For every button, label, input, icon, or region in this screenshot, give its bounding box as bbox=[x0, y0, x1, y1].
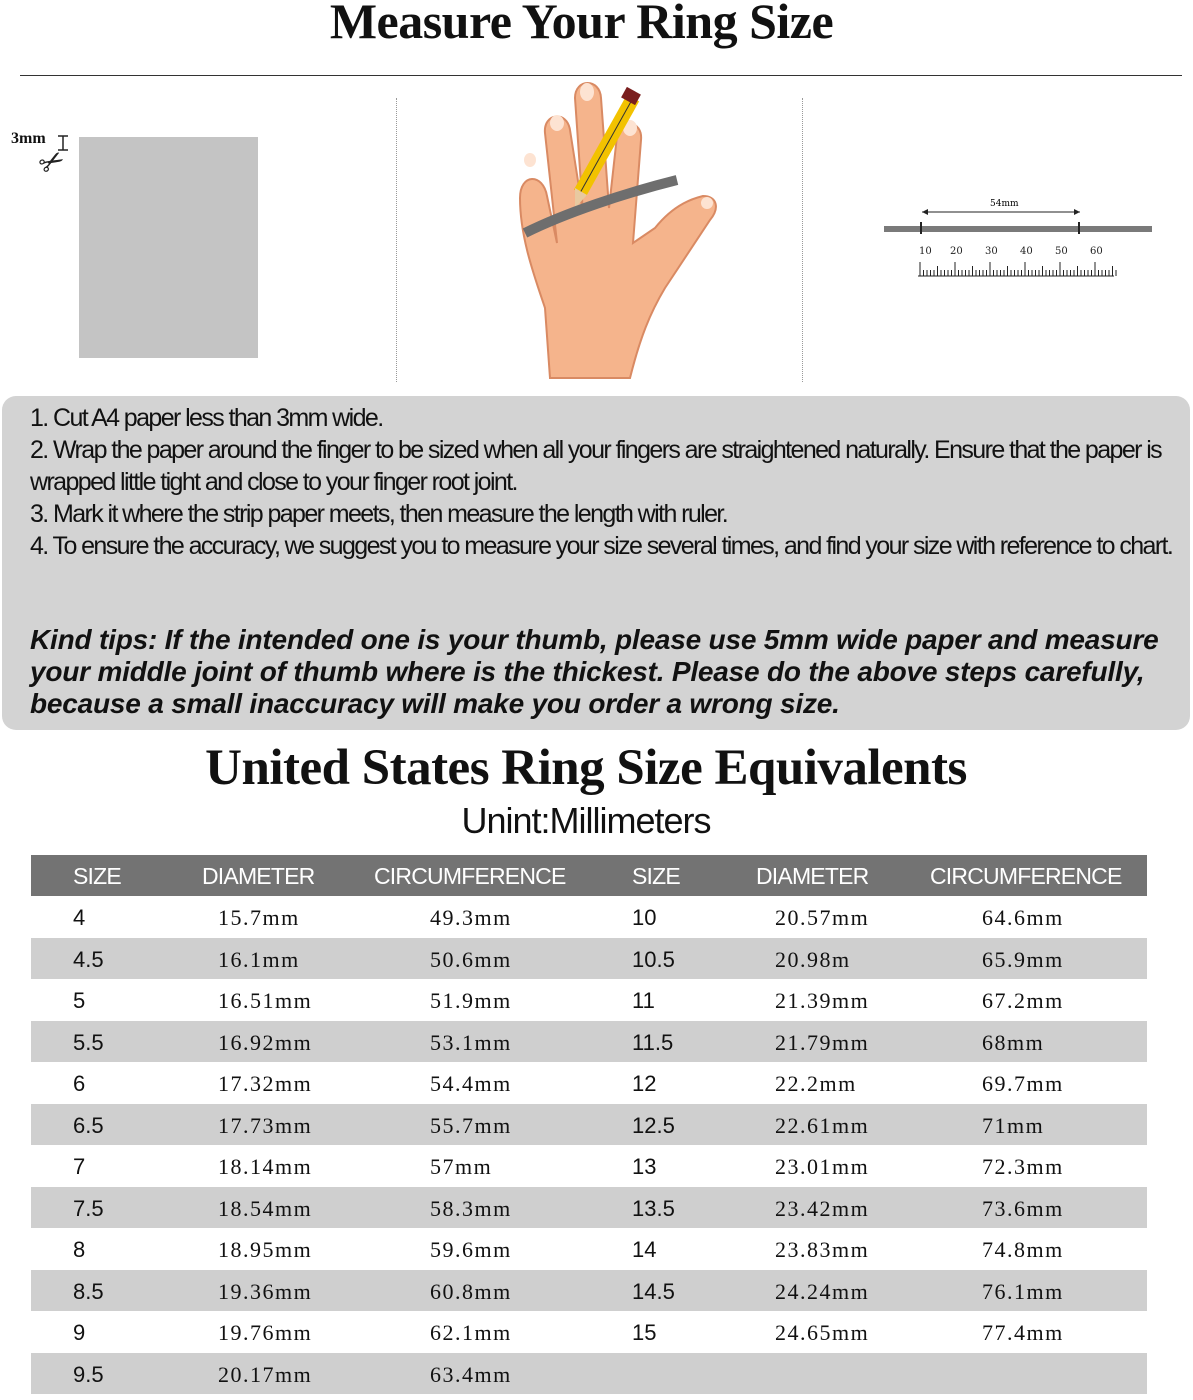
circumference-cell: 71mm bbox=[982, 1112, 1045, 1138]
chart-unit: Unint:Millimeters bbox=[461, 800, 711, 841]
paper-width-label: 3mm bbox=[11, 130, 46, 147]
size-cell: 11.5 bbox=[632, 1029, 674, 1055]
table-row bbox=[31, 1021, 1147, 1063]
diameter-cell: 22.2mm bbox=[775, 1071, 857, 1096]
size-cell: 6 bbox=[73, 1071, 86, 1096]
circumference-cell: 59.6mm bbox=[430, 1237, 512, 1262]
circumference-cell: 51.9mm bbox=[430, 988, 512, 1013]
header-circumference: CIRCUMFERENCE bbox=[374, 863, 566, 889]
circumference-cell: 74.8mm bbox=[982, 1237, 1064, 1262]
diameter-cell: 15.7mm bbox=[218, 905, 300, 930]
paper-sheet bbox=[79, 137, 258, 358]
divider-1 bbox=[396, 98, 397, 382]
instruction-step: 3. Mark it where the strip paper meets, then measure the length with ruler. bbox=[30, 500, 728, 528]
size-cell: 11 bbox=[632, 988, 655, 1013]
diameter-cell: 17.73mm bbox=[218, 1112, 313, 1138]
diameter-cell: 20.57mm bbox=[775, 905, 870, 930]
table-row bbox=[31, 979, 1147, 1021]
diameter-cell: 18.54mm bbox=[218, 1195, 313, 1221]
header-size: SIZE bbox=[73, 863, 121, 889]
ruler-tick-label: 60 bbox=[1090, 246, 1103, 257]
table-row bbox=[31, 1270, 1147, 1312]
size-cell: 4.5 bbox=[73, 946, 104, 972]
header-circumference: CIRCUMFERENCE bbox=[930, 863, 1122, 889]
diameter-cell: 17.32mm bbox=[218, 1071, 313, 1096]
circumference-cell: 77.4mm bbox=[982, 1320, 1064, 1345]
circumference-cell: 72.3mm bbox=[982, 1154, 1064, 1179]
divider-2 bbox=[802, 98, 803, 382]
size-cell: 10.5 bbox=[632, 946, 675, 972]
diameter-cell: 20.98m bbox=[775, 946, 851, 972]
size-cell: 9 bbox=[73, 1320, 86, 1345]
instruction-step: 2. Wrap the paper around the finger to be sized when all your fingers are straightened naturally. Ensure that the paper is wrapped little tight and close to your finger root joint. bbox=[30, 436, 1162, 496]
table-row bbox=[31, 896, 1147, 938]
size-cell: 9.5 bbox=[73, 1361, 104, 1387]
size-cell: 6.5 bbox=[73, 1112, 104, 1138]
table-header bbox=[31, 855, 1147, 896]
diameter-cell: 22.61mm bbox=[775, 1112, 870, 1138]
size-cell: 8 bbox=[73, 1237, 86, 1262]
size-cell: 14 bbox=[632, 1237, 657, 1262]
table-row bbox=[31, 1311, 1147, 1353]
size-cell: 13 bbox=[632, 1154, 657, 1179]
instruction-step: 4. To ensure the accuracy, we suggest you to measure your size several times, and find your size with reference to chart. bbox=[30, 532, 1173, 560]
diameter-cell: 24.24mm bbox=[775, 1278, 870, 1304]
circumference-cell: 73.6mm bbox=[982, 1195, 1064, 1221]
ruler-tick-label: 50 bbox=[1055, 246, 1068, 257]
ruler-tick-label: 40 bbox=[1020, 246, 1033, 257]
table-row bbox=[31, 1062, 1147, 1104]
table-row bbox=[31, 1187, 1147, 1229]
circumference-cell: 53.1mm bbox=[430, 1029, 512, 1055]
size-cell: 5 bbox=[73, 988, 86, 1013]
table-row bbox=[31, 1228, 1147, 1270]
diameter-cell: 23.42mm bbox=[775, 1195, 870, 1221]
size-cell: 7.5 bbox=[73, 1195, 104, 1221]
instruction-step: 1. Cut A4 paper less than 3mm wide. bbox=[30, 404, 383, 432]
circumference-cell: 69.7mm bbox=[982, 1071, 1064, 1096]
diameter-cell: 16.92mm bbox=[218, 1029, 313, 1055]
diameter-cell: 18.95mm bbox=[218, 1237, 313, 1262]
diameter-cell: 19.36mm bbox=[218, 1278, 313, 1304]
table-row bbox=[31, 1104, 1147, 1146]
circumference-cell: 64.6mm bbox=[982, 905, 1064, 930]
size-cell: 15 bbox=[632, 1320, 657, 1345]
circumference-cell: 49.3mm bbox=[430, 905, 512, 930]
header-diameter: DIAMETER bbox=[756, 863, 869, 889]
diameter-cell: 21.39mm bbox=[775, 988, 870, 1013]
circumference-cell: 67.2mm bbox=[982, 988, 1064, 1013]
diameter-cell: 16.1mm bbox=[218, 946, 300, 972]
size-cell: 12 bbox=[632, 1071, 657, 1096]
circumference-cell: 54.4mm bbox=[430, 1071, 512, 1096]
table-row bbox=[31, 1353, 1147, 1395]
ruler-measure-label: 54mm bbox=[990, 199, 1019, 209]
diameter-cell: 18.14mm bbox=[218, 1154, 313, 1179]
page-title: Measure Your Ring Size bbox=[329, 0, 834, 49]
hand-wrapping-illustration bbox=[505, 78, 730, 380]
circumference-cell: 55.7mm bbox=[430, 1112, 512, 1138]
diameter-cell: 16.51mm bbox=[218, 988, 313, 1013]
size-cell: 10 bbox=[632, 905, 657, 930]
table-row bbox=[31, 938, 1147, 980]
diameter-cell: 20.17mm bbox=[218, 1361, 313, 1387]
scissors-icon: ✂ bbox=[33, 141, 72, 184]
circumference-cell: 76.1mm bbox=[982, 1278, 1064, 1304]
circumference-cell: 68mm bbox=[982, 1029, 1045, 1055]
ruler-tick-label: 10 bbox=[919, 246, 932, 257]
ruler-tick-label: 20 bbox=[950, 246, 963, 257]
size-cell: 7 bbox=[73, 1154, 86, 1179]
header-size: SIZE bbox=[632, 863, 680, 889]
circumference-cell: 65.9mm bbox=[982, 946, 1064, 972]
size-cell: 12.5 bbox=[632, 1112, 675, 1138]
title-divider bbox=[20, 75, 1182, 76]
size-cell: 5.5 bbox=[73, 1029, 104, 1055]
diameter-cell: 23.83mm bbox=[775, 1237, 870, 1262]
instruction-steps bbox=[30, 402, 1180, 562]
diameter-cell: 21.79mm bbox=[775, 1029, 870, 1055]
size-cell: 8.5 bbox=[73, 1278, 104, 1304]
chart-title: United States Ring Size Equivalents bbox=[205, 740, 967, 796]
ruler-tick-label: 30 bbox=[985, 246, 998, 257]
circumference-cell: 58.3mm bbox=[430, 1195, 512, 1221]
size-cell: 14.5 bbox=[632, 1278, 675, 1304]
circumference-cell: 50.6mm bbox=[430, 946, 512, 972]
circumference-cell: 62.1mm bbox=[430, 1320, 512, 1345]
ring-size-table bbox=[31, 855, 1147, 1394]
kind-tips: Kind tips: If the intended one is your thumb, please use 5mm wide paper and measure your middle joint of thumb where is the thickest. Please do the above steps carefully, because a small inaccuracy will make you order a wrong size. bbox=[30, 624, 1159, 719]
table-row bbox=[31, 1145, 1147, 1187]
circumference-cell: 63.4mm bbox=[430, 1361, 512, 1387]
ruler-illustration bbox=[884, 192, 1154, 282]
diameter-cell: 24.65mm bbox=[775, 1320, 870, 1345]
diameter-cell: 23.01mm bbox=[775, 1154, 870, 1179]
size-cell: 13.5 bbox=[632, 1195, 675, 1221]
size-cell: 4 bbox=[73, 905, 86, 930]
table-body bbox=[31, 896, 1147, 1394]
diameter-cell: 19.76mm bbox=[218, 1320, 313, 1345]
circumference-cell: 57mm bbox=[430, 1154, 493, 1179]
header-diameter: DIAMETER bbox=[202, 863, 315, 889]
circumference-cell: 60.8mm bbox=[430, 1278, 512, 1304]
